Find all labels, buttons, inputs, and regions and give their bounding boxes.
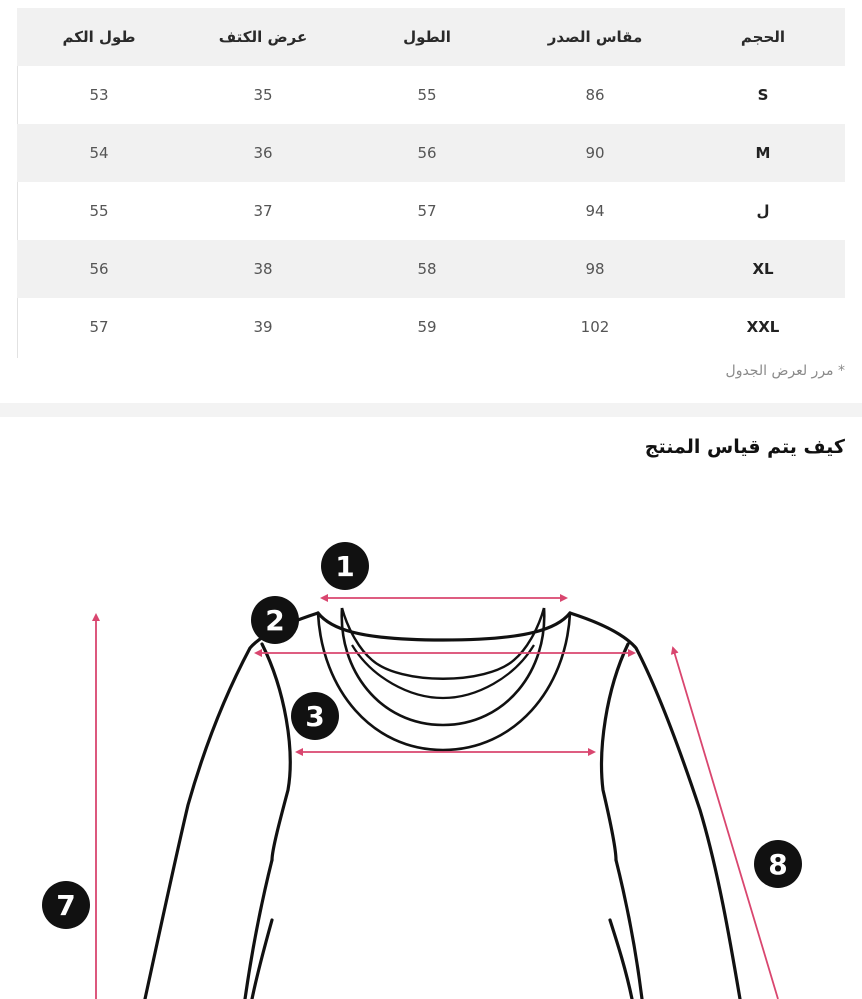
table-row <box>17 66 845 124</box>
measurement-arrows <box>96 598 778 999</box>
cell-length: 55 <box>417 86 437 104</box>
cell-sleeve: 57 <box>89 318 109 336</box>
cell-sleeve: 54 <box>89 144 109 162</box>
cell-shoulder: 37 <box>253 202 273 220</box>
marker-label: 3 <box>305 700 325 733</box>
size-table-header-row <box>17 8 845 66</box>
header-shoulder-width: عرض الكتف <box>218 28 308 46</box>
cell-size: M <box>755 144 771 162</box>
sweater-outline <box>145 613 740 999</box>
cell-sleeve: 55 <box>89 202 109 220</box>
cell-shoulder: 35 <box>253 86 273 104</box>
header-length: الطول <box>403 28 451 46</box>
section-divider <box>0 403 862 417</box>
table-row <box>17 298 845 356</box>
scroll-hint-text: * مرر لعرض الجدول <box>725 363 845 379</box>
table-row <box>17 240 845 298</box>
collar <box>318 608 570 750</box>
sweater-measurement-diagram <box>0 520 862 999</box>
cell-chest: 94 <box>585 202 605 220</box>
marker-label: 2 <box>265 604 285 637</box>
arrow-sleeve-length <box>673 648 778 999</box>
marker-label: 8 <box>768 848 788 881</box>
table-row <box>17 124 845 182</box>
size-table-scroll-container[interactable] <box>17 8 845 358</box>
header-chest: مقاس الصدر <box>547 28 643 46</box>
cell-chest: 86 <box>585 86 605 104</box>
cell-shoulder: 36 <box>253 144 273 162</box>
cell-sleeve: 56 <box>89 260 109 278</box>
size-table <box>17 8 845 356</box>
cell-chest: 90 <box>585 144 605 162</box>
marker-badge-7 <box>42 881 90 929</box>
cell-size: S <box>757 86 769 104</box>
cell-shoulder: 39 <box>253 318 273 336</box>
cell-sleeve: 53 <box>89 86 109 104</box>
cell-size: ل <box>756 202 770 220</box>
cell-chest: 102 <box>580 318 610 336</box>
cell-shoulder: 38 <box>253 260 273 278</box>
marker-badge-2 <box>251 596 299 644</box>
cell-chest: 98 <box>585 260 605 278</box>
table-row <box>17 182 845 240</box>
how-to-measure-title: كيف يتم قياس المنتج <box>644 436 845 458</box>
marker-label: 1 <box>335 550 355 583</box>
header-sleeve-length: طول الكم <box>62 28 136 46</box>
cell-length: 59 <box>417 318 437 336</box>
marker-label: 7 <box>56 889 76 922</box>
cell-length: 56 <box>417 144 437 162</box>
marker-badge-3 <box>291 692 339 740</box>
marker-badge-8 <box>754 840 802 888</box>
cell-length: 57 <box>417 202 437 220</box>
header-size: الحجم <box>740 28 786 46</box>
cell-length: 58 <box>417 260 437 278</box>
cell-size: XXL <box>746 318 780 336</box>
cell-size: XL <box>752 260 774 278</box>
marker-badge-1 <box>321 542 369 590</box>
